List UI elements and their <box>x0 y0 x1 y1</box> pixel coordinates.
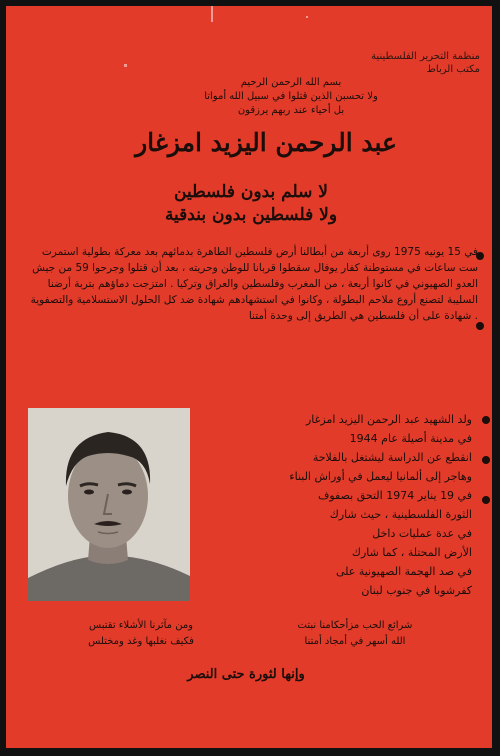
martyr-name-heading: عبد الرحمن اليزيد امزغار <box>135 128 397 157</box>
opening-verse <box>181 76 401 118</box>
poem-verse-right <box>260 618 450 650</box>
biography-text <box>220 410 472 600</box>
biography-line: في عدة عمليات داخل <box>372 527 472 540</box>
poster <box>6 6 492 748</box>
biography-line: كفرشوبا في جنوب لبنان <box>361 584 472 597</box>
poem-line: شرائع الحب مزأحكامنا نبتت <box>297 620 413 631</box>
basmala-line: بسم الله الرحمن الرحيم <box>240 77 342 88</box>
quran-line-2: بل أحياء عند ربهم يرزقون <box>237 105 345 116</box>
biography-line: وهاجر إلى ألمانيا ليعمل في أوراش البناء <box>289 470 472 483</box>
biography-line: ولد الشهيد عبد الرحمن اليزيد امزغار <box>305 413 472 426</box>
closing-slogan: وإنها لثورة حتى النصر <box>187 667 305 682</box>
quran-line-1: ولا تحسبن الذين قتلوا في سبيل الله أمواتا <box>204 91 378 102</box>
bullet-icon <box>482 456 490 464</box>
poem-line: الله أسهر في أمجاد أمتنا <box>304 636 406 647</box>
story-paragraph: في 15 يونيه 1975 روى أربعة من أبطالنا أرض فلسطين الطاهرة بدمائهم بعد معركة بطولية استمرت ست ساعات في مستوطنة كفار يوفال سقطوا قربانا للوطن وحريته ، بعد أن قتلوا وجرحوا 59 من جيش العدو الصهيوني في كانوا أربعة ، من المغرب وفلسطين والعراق وتركيا . امتزجت دماؤهم بتربة أرضنا السليبة لتصنع أروع ملاحم البطولة ، وكانوا في استشهادهم شهادة ضد كل الحلول الاستسلامية والتصفوية . شهادة على أن فلسطين هي الطريق إلى وحدة أمتنا <box>30 246 478 322</box>
biography-line: في 19 يناير 1974 التحق بصفوف <box>317 489 472 502</box>
slogan-line-2: ولا فلسطين بدون بندقية <box>164 205 338 225</box>
organization-office: مكتب الرباط <box>426 64 480 75</box>
bullet-icon <box>482 496 490 504</box>
slogan-line-1: لا سلم بدون فلسطين <box>174 182 328 202</box>
organization-stamp <box>360 50 480 76</box>
biography-line: الثورة الفلسطينية ، حيث شارك <box>329 508 472 521</box>
biography-line: الأرض المحتلة ، كما شارك <box>351 546 472 559</box>
paper-scratch <box>211 6 213 22</box>
poem-line: ومن مآثرنا الأشلاء تقتبس <box>88 620 194 631</box>
bullet-icon <box>482 416 490 424</box>
organization-name: منظمة التحرير الفلسطينية <box>371 51 480 62</box>
paper-scratch <box>306 16 308 18</box>
paper-scratch <box>124 64 127 67</box>
biography-line: انقطع عن الدراسة ليشتغل بالفلاحة <box>312 451 472 464</box>
biography-line: في مدينة أصيلة عام 1944 <box>349 432 472 445</box>
martyr-portrait-photo <box>28 408 190 601</box>
biography-line: في صد الهجمة الصهيونية على <box>335 565 472 578</box>
poem-line: فكيف نغلبها وغد ومختلس <box>88 636 194 647</box>
poem-verse-left <box>46 618 236 650</box>
